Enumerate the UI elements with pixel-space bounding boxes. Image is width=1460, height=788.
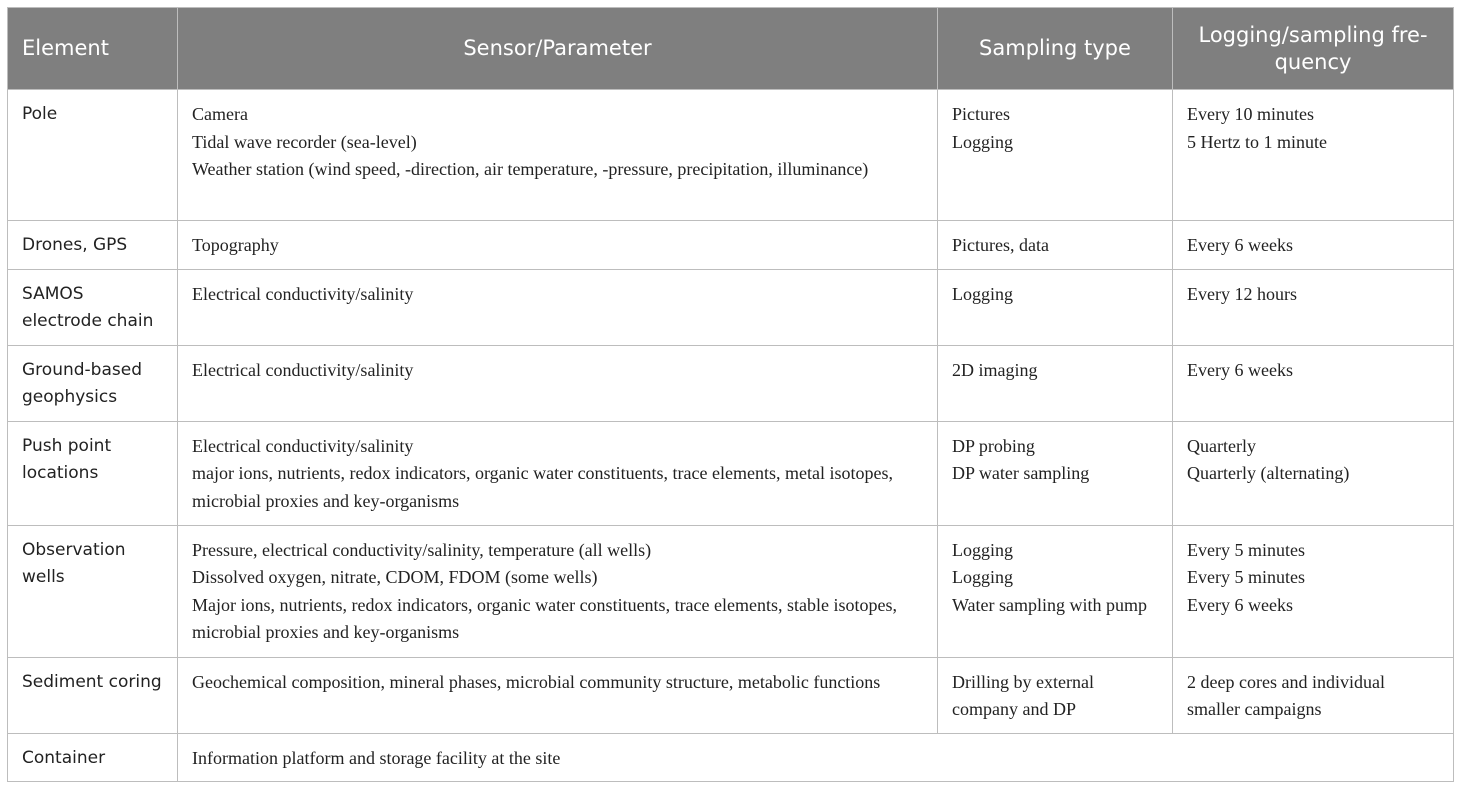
cell-sensor — [178, 733, 1454, 782]
cell-element: Container — [8, 733, 178, 782]
cell-sensor — [178, 221, 938, 270]
cell-frequency-line: Every 6 weeks — [1187, 235, 1293, 255]
cell-sampling-type-line: DP probing — [952, 435, 1035, 456]
cell-sensor — [178, 657, 938, 733]
cell-frequency-line: Quarterly — [1187, 435, 1256, 456]
cell-sampling-type-line: Logging — [952, 131, 1013, 152]
cell-sensor-line: major ions, nutrients, redox indicators, organic water constituents, trace elements, metal isotopes, microbial proxies and key-organisms — [192, 463, 893, 511]
cell-sensor — [178, 90, 938, 221]
cell-sensor-line: Pressure, electrical conductivity/salinity, temperature (all wells) — [192, 539, 652, 560]
cell-frequency-line: Every 6 weeks — [1187, 359, 1293, 380]
cell-sampling-type-line: Pictures — [952, 104, 1010, 124]
cell-element: Observation wells — [8, 525, 178, 657]
cell-frequency — [1173, 421, 1454, 525]
cell-frequency — [1173, 221, 1454, 270]
header-frequency — [1173, 8, 1454, 90]
cell-sensor — [178, 525, 938, 657]
cell-frequency — [1173, 345, 1454, 421]
cell-sensor-line: Geochemical composition, mineral phases, microbial community structure, metabolic functions — [192, 671, 881, 692]
table-row — [8, 733, 1454, 782]
cell-sampling-type — [938, 345, 1173, 421]
cell-element: Sediment coring — [8, 657, 178, 733]
cell-frequency-line: Every 5 minutes — [1187, 539, 1305, 560]
cell-sensor-line: Topography — [192, 235, 279, 255]
table-header-row — [8, 8, 1454, 90]
cell-sampling-type — [938, 657, 1173, 733]
table-row — [8, 221, 1454, 270]
monitoring-table — [7, 7, 1454, 782]
table-row — [8, 269, 1454, 345]
header-element: Element — [8, 8, 178, 90]
table-row — [8, 345, 1454, 421]
cell-element: Drones, GPS — [8, 221, 178, 270]
cell-sampling-type-line: Logging — [952, 539, 1013, 560]
table-row — [8, 90, 1454, 221]
cell-sampling-type-line: DP water sampling — [952, 463, 1090, 483]
cell-sampling-type-line: Water sampling with pump — [952, 594, 1148, 615]
cell-sensor-line: Dissolved oxygen, nitrate, CDOM, FDOM (some wells) — [192, 567, 598, 587]
header-sampling-type: Sampling type — [938, 8, 1173, 90]
cell-sampling-type — [938, 525, 1173, 657]
table-row — [8, 525, 1454, 657]
cell-sensor — [178, 345, 938, 421]
cell-frequency — [1173, 657, 1454, 733]
cell-sensor-line: Major ions, nutrients, redox indicators, organic water constituents, trace elements, stable isotopes, microbial proxies and key-organisms — [192, 594, 897, 642]
header-sensor-parameter: Sensor/Parameter — [178, 8, 938, 90]
cell-element: Ground-based geophysics — [8, 345, 178, 421]
cell-sensor-line: Electrical conductivity/salinity — [192, 435, 414, 456]
cell-frequency-line: 5 Hertz to 1 minute — [1187, 131, 1327, 152]
cell-frequency-line: Every 10 minutes — [1187, 104, 1314, 124]
cell-sampling-type — [938, 421, 1173, 525]
cell-element: SAMOS electrode chain — [8, 269, 178, 345]
cell-sampling-type-line: Logging — [952, 283, 1013, 304]
table-row — [8, 657, 1454, 733]
table-body — [8, 90, 1454, 782]
cell-sampling-type — [938, 90, 1173, 221]
cell-sensor — [178, 421, 938, 525]
cell-sensor-line: Electrical conductivity/salinity — [192, 283, 414, 304]
cell-frequency — [1173, 525, 1454, 657]
cell-sensor-line: Weather station (wind speed, -direction, air temperature, -pressure, precipitation, illuminance) — [192, 159, 869, 179]
cell-frequency-line: Every 5 minutes — [1187, 567, 1305, 587]
cell-sensor-line: Camera — [192, 104, 248, 124]
cell-sampling-type-line: 2D imaging — [952, 359, 1038, 380]
cell-frequency-line: Quarterly (alternating) — [1187, 463, 1350, 483]
cell-sampling-type-line: Logging — [952, 567, 1013, 587]
cell-sensor-line: Information platform and storage facility at the site — [192, 747, 561, 768]
header-frequency-part-2: quency — [1274, 49, 1352, 74]
cell-sampling-type — [938, 269, 1173, 345]
cell-frequency — [1173, 269, 1454, 345]
cell-frequency-line: Every 6 weeks — [1187, 594, 1293, 615]
cell-frequency — [1173, 90, 1454, 221]
cell-sampling-type-line: Drilling by external company and DP — [952, 671, 1094, 719]
header-frequency-part-1: Logging/sampling fre- — [1198, 22, 1428, 47]
cell-sensor — [178, 269, 938, 345]
cell-sensor-line: Tidal wave recorder (sea-level) — [192, 131, 417, 152]
cell-element: Push point locations — [8, 421, 178, 525]
table-row — [8, 421, 1454, 525]
cell-element: Pole — [8, 90, 178, 221]
cell-frequency-line: 2 deep cores and individual smaller campaigns — [1187, 671, 1385, 719]
cell-sampling-type-line: Pictures, data — [952, 235, 1049, 255]
cell-sensor-line: Electrical conductivity/salinity — [192, 359, 414, 380]
cell-sampling-type — [938, 221, 1173, 270]
cell-frequency-line: Every 12 hours — [1187, 283, 1297, 304]
